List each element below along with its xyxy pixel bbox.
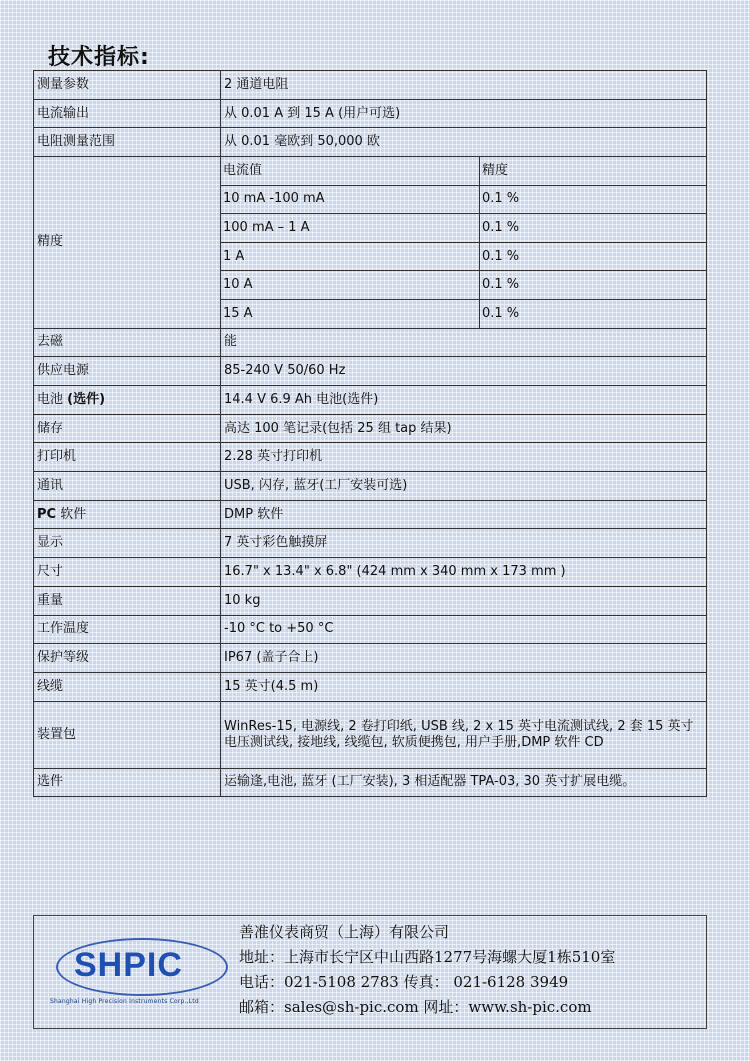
- header-accuracy: 精度: [480, 157, 707, 185]
- row-value: 能: [221, 328, 707, 357]
- subtable-row: [221, 242, 706, 271]
- row-value: USB, 闪存, 蓝牙(工厂安装可选): [221, 472, 707, 501]
- table-row: [34, 99, 707, 128]
- table-row: [34, 768, 707, 797]
- row-value: 从 0.01 A 到 15 A (用户可选): [221, 99, 707, 128]
- company-email: 邮箱：sales@sh-pic.com 网址：www.sh-pic.com: [239, 998, 592, 1016]
- accuracy-value: 0.1 %: [480, 185, 707, 214]
- subtable-row: [221, 271, 706, 300]
- table-row: [34, 529, 707, 558]
- row-label: 去磁: [34, 328, 221, 357]
- table-row: [34, 644, 707, 673]
- row-value: 2.28 英寸打印机: [221, 443, 707, 472]
- row-label: [34, 386, 221, 415]
- row-label: 电阻测量范围: [34, 128, 221, 157]
- row-value: 高达 100 笔记录(包括 25 组 tap 结果): [221, 414, 707, 443]
- logo-subtitle: Shanghai High Precision Instruments Corp.,Ltd: [50, 998, 199, 1005]
- row-value: IP67 (盖子合上): [221, 644, 707, 673]
- row-label: 装置包: [34, 701, 221, 768]
- company-phone: 电话：021-5108 2783 传真： 021-6128 3949: [239, 973, 569, 991]
- company-address: 地址：上海市长宁区中山西路1277号海螺大厦1栋510室: [239, 948, 616, 966]
- header-current: 电流值: [221, 157, 480, 185]
- row-value: 16.7" x 13.4" x 6.8" (424 mm x 340 mm x 173 mm ): [221, 558, 707, 587]
- spec-table: [33, 70, 707, 797]
- row-label: [34, 500, 221, 529]
- row-value: 85-240 V 50/60 Hz: [221, 357, 707, 386]
- accuracy-subtable: [221, 157, 706, 328]
- accuracy-row: [34, 157, 707, 329]
- table-row: [34, 615, 707, 644]
- row-value: 7 英寸彩色触摸屏: [221, 529, 707, 558]
- row-label: 保护等级: [34, 644, 221, 673]
- subtable-row: [221, 185, 706, 214]
- row-label: 打印机: [34, 443, 221, 472]
- section-heading: 技术指标:: [48, 45, 150, 70]
- subtable-row: [221, 214, 706, 243]
- subtable-header: [221, 157, 706, 185]
- row-label: 工作温度: [34, 615, 221, 644]
- current-value: 10 mA -100 mA: [221, 185, 480, 214]
- accuracy-value: 0.1 %: [480, 300, 707, 328]
- row-label: 选件: [34, 768, 221, 797]
- subtable-row: [221, 300, 706, 328]
- row-label-main: PC: [37, 506, 57, 522]
- company-info: [239, 920, 615, 1020]
- row-label-suffix: 软件: [56, 506, 87, 522]
- row-value: 10 kg: [221, 586, 707, 615]
- row-label: 重量: [34, 586, 221, 615]
- table-row: [34, 586, 707, 615]
- accuracy-value: 0.1 %: [480, 214, 707, 243]
- table-row: [34, 71, 707, 100]
- row-value: 14.4 V 6.9 Ah 电池(选件): [221, 386, 707, 415]
- table-row: [34, 443, 707, 472]
- row-label: 电流输出: [34, 99, 221, 128]
- table-row: [34, 672, 707, 701]
- row-label: 尺寸: [34, 558, 221, 587]
- row-value: 从 0.01 毫欧到 50,000 欧: [221, 128, 707, 157]
- table-row: [34, 500, 707, 529]
- accuracy-value: 0.1 %: [480, 271, 707, 300]
- table-row: [34, 558, 707, 587]
- row-value: DMP 软件: [221, 500, 707, 529]
- row-label: 通讯: [34, 472, 221, 501]
- row-value: 运输逢,电池, 蓝牙 (工厂安装), 3 相适配器 TPA-03, 30 英寸扩展电缆。: [221, 768, 707, 797]
- row-value: -10 °C to +50 °C: [221, 615, 707, 644]
- row-label-suffix: (选件): [67, 391, 106, 407]
- row-value: WinRes-15, 电源线, 2 卷打印纸, USB 线, 2 x 15 英寸电流测试线, 2 套 15 英寸电压测试线, 接地线, 线缆包, 软质便携包, 用户手册,DMP 软件 CD: [221, 701, 707, 768]
- row-value: 15 英寸(4.5 m): [221, 672, 707, 701]
- row-label-main: 电池: [37, 391, 68, 407]
- row-label: 测量参数: [34, 71, 221, 100]
- table-row: [34, 328, 707, 357]
- current-value: 10 A: [221, 271, 480, 300]
- row-label: 供应电源: [34, 357, 221, 386]
- table-row: [34, 128, 707, 157]
- company-logo: [50, 936, 225, 1016]
- current-value: 1 A: [221, 242, 480, 271]
- row-label: 储存: [34, 414, 221, 443]
- accuracy-subtable-cell: [221, 157, 707, 329]
- table-row: [34, 357, 707, 386]
- table-row: [34, 386, 707, 415]
- company-footer: [33, 915, 707, 1029]
- table-row: [34, 701, 707, 768]
- logo-wordmark: SHPIC: [74, 946, 183, 984]
- company-name: 善准仪表商贸（上海）有限公司: [239, 923, 450, 941]
- row-label: 精度: [34, 157, 221, 329]
- table-row: [34, 414, 707, 443]
- current-value: 100 mA – 1 A: [221, 214, 480, 243]
- row-label: 显示: [34, 529, 221, 558]
- accuracy-value: 0.1 %: [480, 242, 707, 271]
- current-value: 15 A: [221, 300, 480, 328]
- row-label: 线缆: [34, 672, 221, 701]
- table-row: [34, 472, 707, 501]
- row-value: 2 通道电阻: [221, 71, 707, 100]
